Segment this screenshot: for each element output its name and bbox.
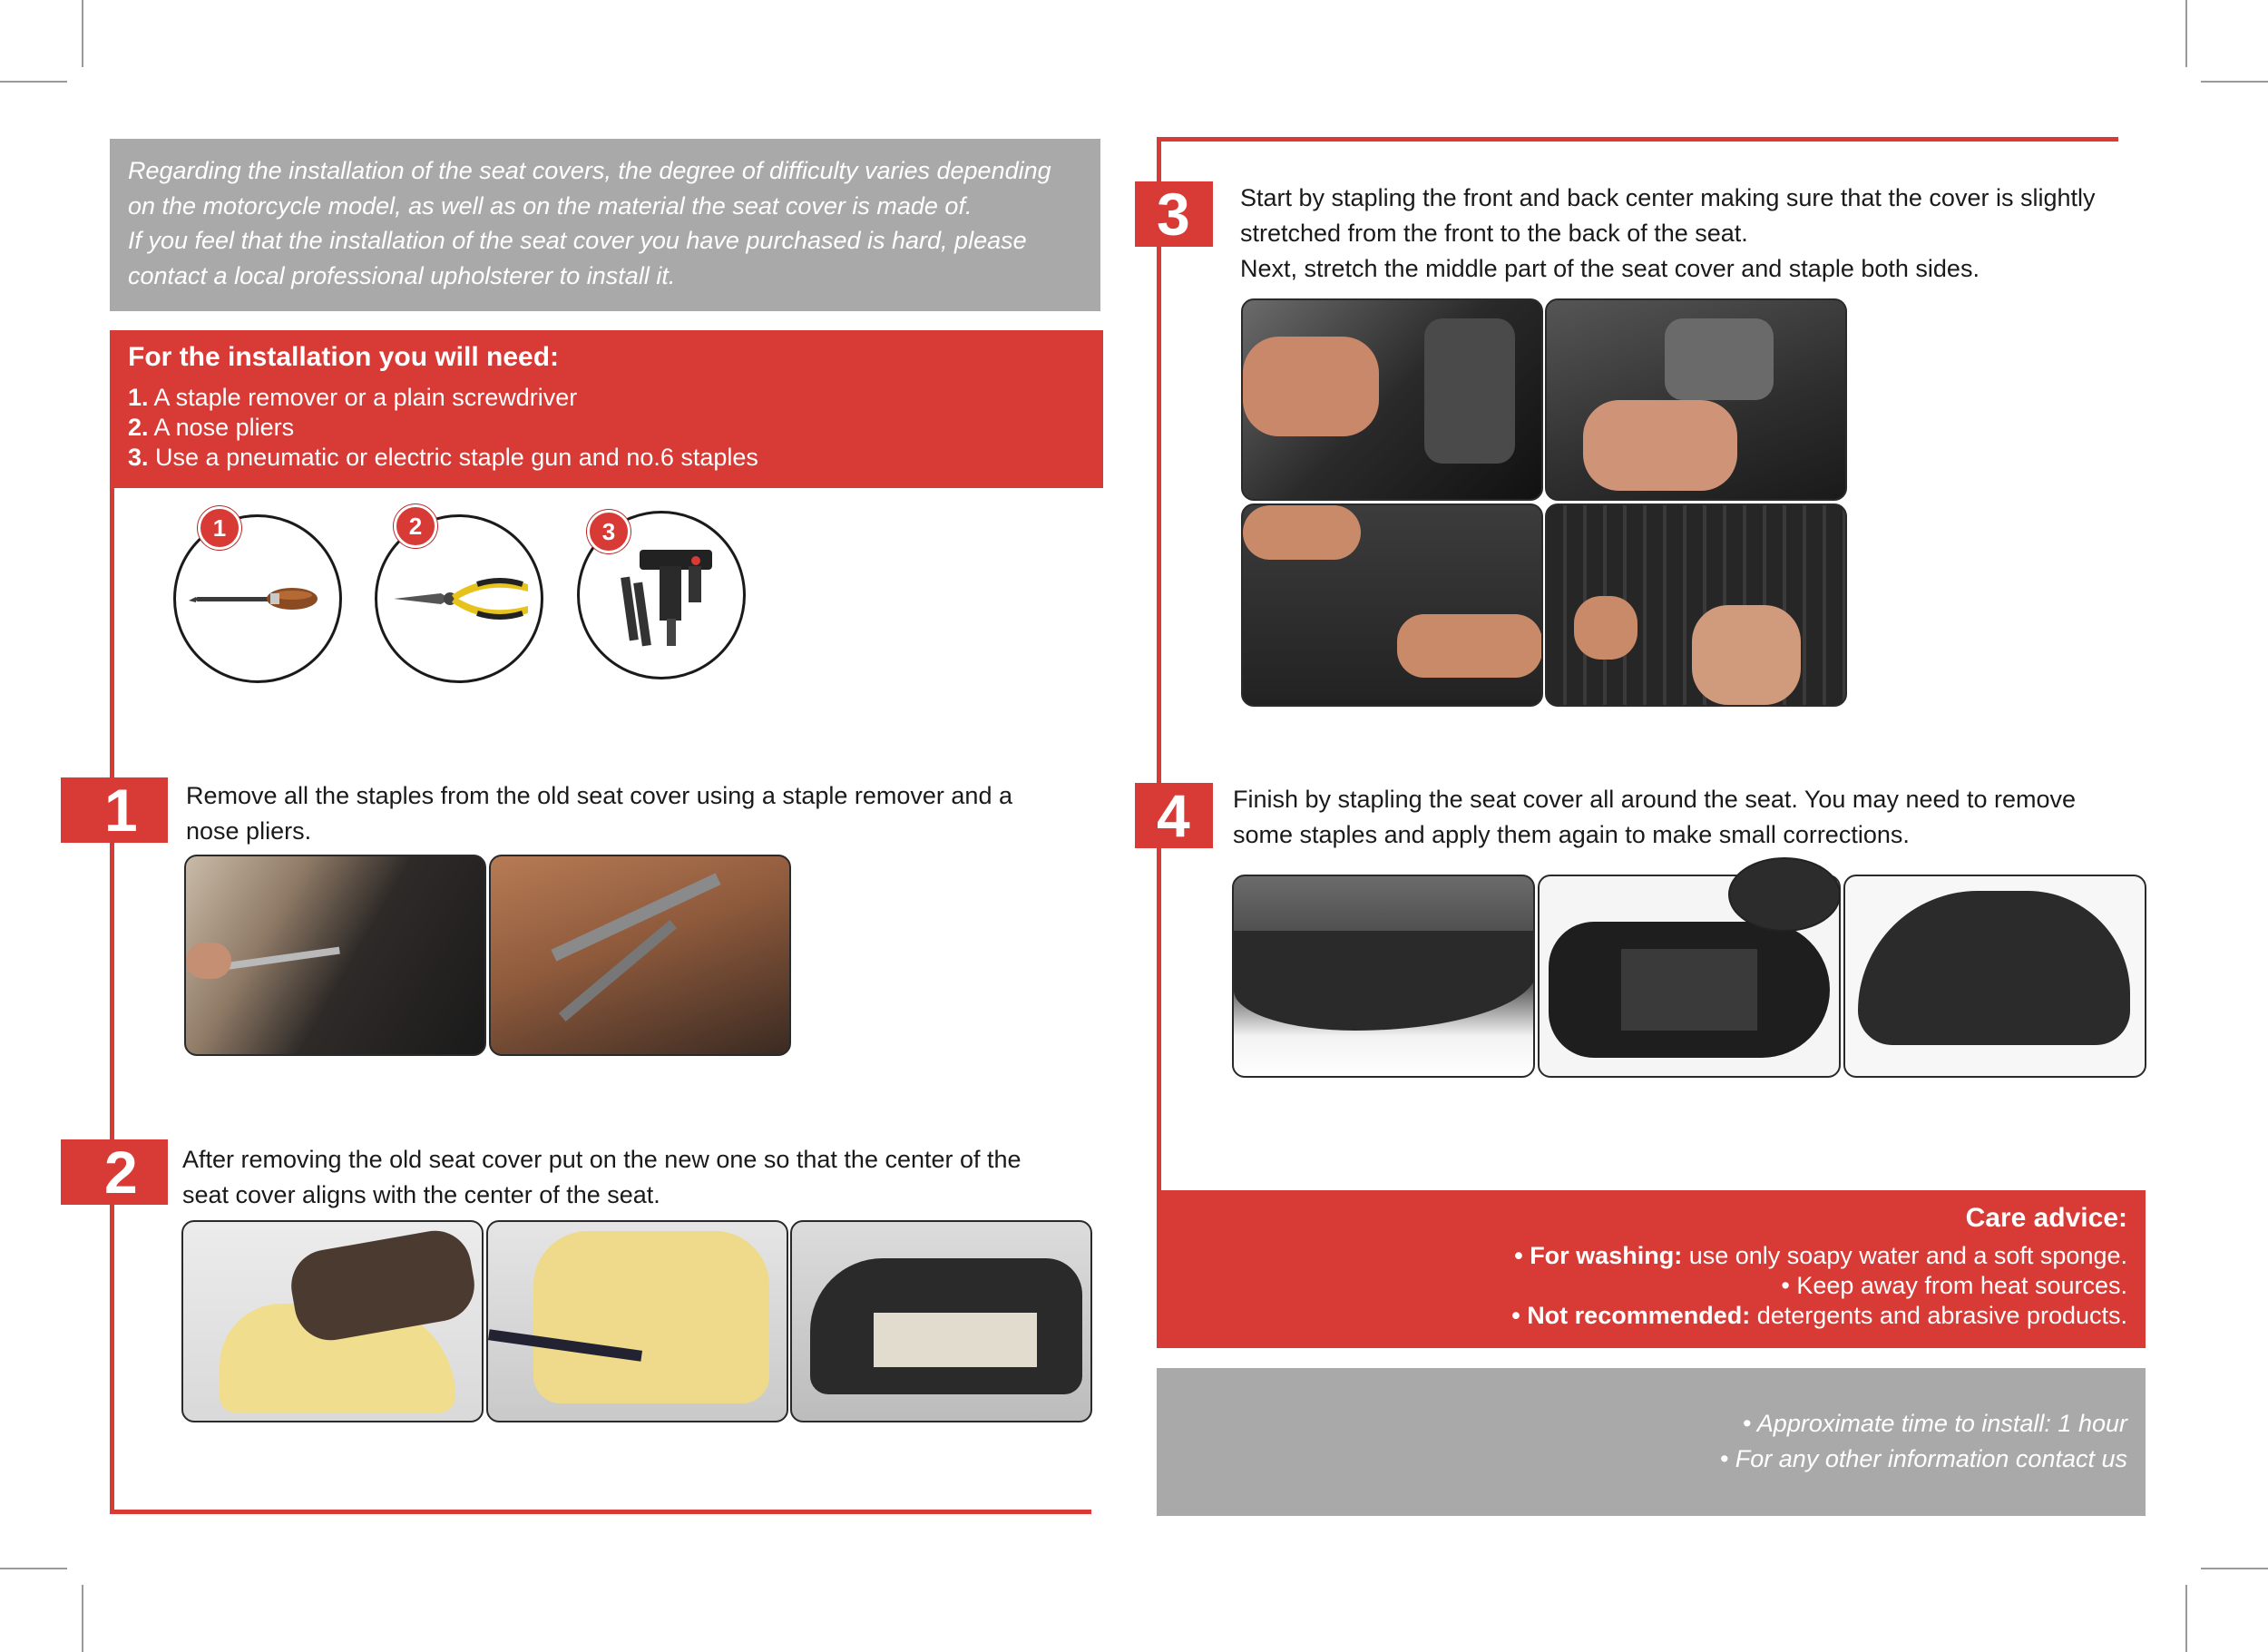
step-3-photo-3 [1241,503,1543,707]
crop-mark [0,1568,67,1569]
crop-mark [82,1585,83,1652]
staple-remover-icon [176,517,339,680]
right-frame-line [1157,137,1161,1194]
install-info-line: • For any other information contact us [1719,1445,2127,1472]
step-4-photo-3 [1843,875,2146,1078]
intro-line: on the motorcycle model, as well as on the material the seat cover is made of. [128,191,973,220]
tools-needed-panel [110,330,1103,488]
tool-badge: 3 [587,510,631,553]
tool-item: 1. A staple remover or a plain screwdriver [128,384,578,411]
care-advice-title: Care advice: [1965,1203,2127,1233]
step-3-text: Start by stapling the front and back center making sure that the cover is slightly stretched from the front to the back of the seat. Next, stretch the middle part of the seat cover and staple both sides. [1240,184,2096,282]
step-number-badge: 1 [61,777,168,843]
intro-line: If you feel that the installation of the seat cover you have purchased is hard, please [128,227,1027,254]
step-4-zoom-detail [1728,857,1841,932]
tool-badge: 2 [394,504,437,548]
care-advice-panel [1157,1190,2146,1348]
step-number-badge: 3 [1135,181,1213,247]
install-info-line: • Approximate time to install: 1 hour [1742,1410,2127,1437]
step-number-badge: 4 [1135,783,1213,848]
care-advice-item: • Not recommended: detergents and abrasive products. [1511,1302,2127,1329]
tool-item: 3. Use a pneumatic or electric staple gun and no.6 staples [128,444,758,471]
left-frame-bottom-line [110,1510,1091,1514]
crop-mark [2201,81,2268,83]
step-3-photo-4 [1545,503,1847,707]
step-1-text: Remove all the staples from the old seat cover using a staple remover and a nose pliers. [186,782,1012,845]
care-advice-item: • For washing: use only soapy water and a soft sponge. [1514,1242,2127,1269]
crop-mark [82,0,83,67]
care-advice-item: • Keep away from heat sources. [1781,1272,2127,1299]
step-2-text: After removing the old seat cover put on the new one so that the center of the seat cover aligns with the center of the seat. [182,1146,1022,1208]
tools-needed-title: For the installation you will need: [128,342,560,372]
step-3-photo-2 [1545,298,1847,501]
right-frame-top-line [1157,137,2118,142]
install-info-panel [1157,1368,2146,1516]
step-2-photo-2 [486,1220,788,1422]
step-2-photo-3 [790,1220,1092,1422]
tool-badge: 1 [198,506,241,550]
step-4-photo-1 [1232,875,1535,1078]
step-2-photo-1 [181,1220,484,1422]
tool-circle-staple-remover [173,514,342,683]
step-4-text: Finish by stapling the seat cover all around the seat. You may need to remove some staples and apply them again to make small corrections. [1233,786,2077,848]
step-1-photo-staple-remover [184,855,486,1056]
crop-mark [2185,1585,2187,1652]
crop-mark [0,81,67,83]
crop-mark [2185,0,2187,67]
step-1-photo-nose-pliers [489,855,791,1056]
tool-item: 2. A nose pliers [128,414,295,441]
left-frame-line [110,488,114,1514]
crop-mark [2201,1568,2268,1569]
step-number-badge: 2 [61,1139,168,1205]
step-3-photo-1 [1241,298,1543,501]
intro-line: Regarding the installation of the seat covers, the degree of difficulty varies depending [128,157,1051,184]
intro-line: contact a local professional upholsterer to install it. [128,261,676,289]
intro-panel [110,139,1100,311]
